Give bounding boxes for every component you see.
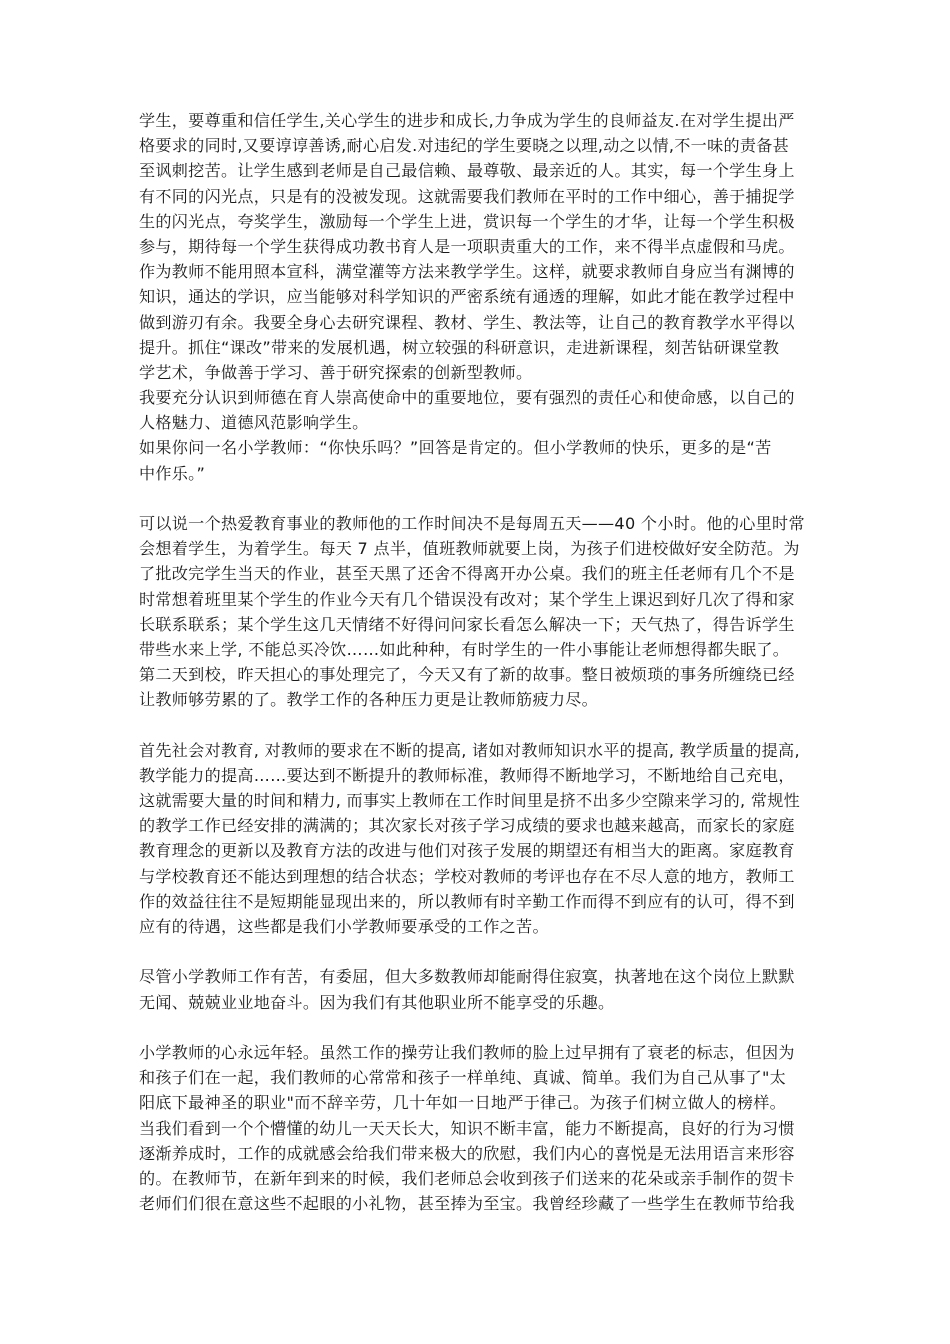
text-line: 如果你问一名小学教师：“你快乐吗？”回答是肯定的。但小学教师的快乐，更多的是“苦: [139, 438, 772, 458]
text-line: 学艺术，争做善于学习、善于研究探索的创新型教师。: [139, 362, 533, 382]
text-line: 学生，要尊重和信任学生,关心学生的进步和成长,力争成为学生的良师益友.在对学生提出严: [139, 111, 795, 130]
text-line: 的。在教师节，在新年到来的时候，我们老师总会收到孩子们送来的花朵或亲手制作的贺卡: [139, 1168, 795, 1188]
text-line: 阳底下最神圣的职业"而不辞辛劳，几十年如一日地严于律己。为孩子们树立做人的榜样。: [139, 1093, 787, 1113]
text-line: 无闻、兢兢业业地奋斗。因为我们有其他职业所不能享受的乐趣。: [139, 992, 615, 1012]
text-line: 的教学工作已经安排的满满的；其次家长对孩子学习成绩的要求也越来越高，而家长的家庭: [139, 816, 795, 836]
text-line: 作的效益往往不是短期能显现出来的，所以教师有时辛勤工作而得不到应有的认可，得不到: [139, 891, 795, 911]
paragraph-gap: [139, 713, 823, 738]
text-line: 首先社会对教育, 对教师的要求在不断的提高, 诸如对教师知识水平的提高, 教学质量的提高,: [139, 740, 800, 760]
text-line: 参与，期待每一个学生获得成功教书育人是一项职责重大的工作，来不得半点虚假和马虎。: [139, 236, 795, 256]
text-line: 老师们们很在意这些不起眼的小礼物，甚至捧为至宝。我曾经珍藏了一些学生在教师节给我: [139, 1194, 795, 1214]
text-line: 提升。抓住“课改”带来的发展机遇，树立较强的科研意识，走进新课程，刻苦钻研课堂教: [139, 337, 780, 357]
text-line: 长联系联系；某个学生这几天情绪不好得问问家长看怎么解决一下；天气热了，得告诉学生: [139, 614, 795, 634]
text-line: 与学校教育还不能达到理想的结合状态；学校对教师的考评也存在不尽人意的地方，教师工: [139, 866, 795, 886]
paragraph-gap: [139, 1015, 823, 1040]
text-line: 这就需要大量的时间和精力, 而事实上教师在工作时间里是挤不出多少空隙来学习的, 常规性: [139, 791, 801, 811]
paragraph-gap: [139, 486, 823, 511]
text-line: 教育理念的更新以及教育方法的改进与他们对孩子发展的期望还有相当大的距离。家庭教育: [139, 841, 795, 861]
text-line: 应有的待遇，这些都是我们小学教师要承受的工作之苦。: [139, 917, 549, 936]
text-line: 和孩子们在一起，我们教师的心常常和孩子一样单纯、真诚、简单。我们为自己从事了"太: [139, 1068, 787, 1088]
text-line: 中作乐。”: [139, 463, 206, 483]
text-line: 小学教师的心永远年轻。虽然工作的操劳让我们教师的脸上过早拥有了衰老的标志，但因为: [139, 1042, 795, 1062]
text-line: 带些水来上学, 不能总买冷饮……如此种种，有时学生的一件小事能让老师想得都失眠了。: [139, 639, 790, 659]
document-body: [139, 108, 823, 1216]
text-line: 逐渐养成时，工作的成就感会给我们带来极大的欣慰，我们内心的喜悦是无法用语言来形容: [139, 1143, 795, 1163]
text-line: 当我们看到一个个懵懂的幼儿一天天长大，知识不断丰富，能力不断提高，良好的行为习惯: [139, 1118, 795, 1138]
text-line: 时常想着班里某个学生的作业今天有几个错误没有改对；某个学生上课迟到好几次了得和家: [139, 589, 795, 609]
text-line: 生的闪光点，夸奖学生，激励每一个学生上进，赏识每一个学生的才华，让每一个学生积极: [139, 211, 795, 231]
text-line: 尽管小学教师工作有苦，有委屈，但大多数教师却能耐得住寂寞，执著地在这个岗位上默默: [139, 967, 795, 987]
text-line: 做到游刃有余。我要全身心去研究课程、教材、学生、教法等，让自己的教育教学水平得以: [139, 312, 795, 332]
text-line: 可以说一个热爱教育事业的教师他的工作时间决不是每周五天——40 个小时。他的心里时常: [139, 514, 805, 533]
text-line: 我要充分认识到师德在育人崇高使命中的重要地位，要有强烈的责任心和使命感，以自己的: [139, 388, 795, 408]
text-line: 教学能力的提高……要达到不断提升的教师标准，教师得不断地学习，不断地给自己充电，: [139, 765, 795, 785]
text-line: 至讽刺挖苦。让学生感到老师是自己最信赖、最尊敬、最亲近的人。其实，每一个学生身上: [139, 161, 795, 181]
text-line: 了批改完学生当天的作业，甚至天黑了还舍不得离开办公桌。我们的班主任老师有几个不是: [139, 564, 795, 584]
text-line: 有不同的闪光点，只是有的没被发现。这就需要我们教师在平时的工作中细心，善于捕捉学: [139, 186, 795, 206]
text-line: 人格魅力、道德风范影响学生。: [139, 413, 369, 433]
text-line: 格要求的同时,又要谆谆善诱,耐心启发.对违纪的学生要晓之以理,动之以情,不一味的责备甚: [139, 136, 790, 156]
text-line: 会想着学生，为着学生。每天 7 点半，值班教师就要上岗，为孩子们进校做好安全防范。为: [139, 539, 800, 559]
text-line: 知识，通达的学识，应当能够对科学知识的严密系统有通透的理解，如此才能在教学过程中: [139, 287, 795, 307]
paragraph-gap: [139, 939, 823, 964]
text-line: 第二天到校，昨天担心的事处理完了，今天又有了新的故事。整日被烦琐的事务所缠绕已经: [139, 665, 795, 685]
text-line: 让教师够劳累的了。教学工作的各种压力更是让教师筋疲力尽。: [139, 690, 599, 710]
text-line: 作为教师不能用照本宣科，满堂灌等方法来教学学生。这样，就要求教师自身应当有渊博的: [139, 262, 795, 282]
